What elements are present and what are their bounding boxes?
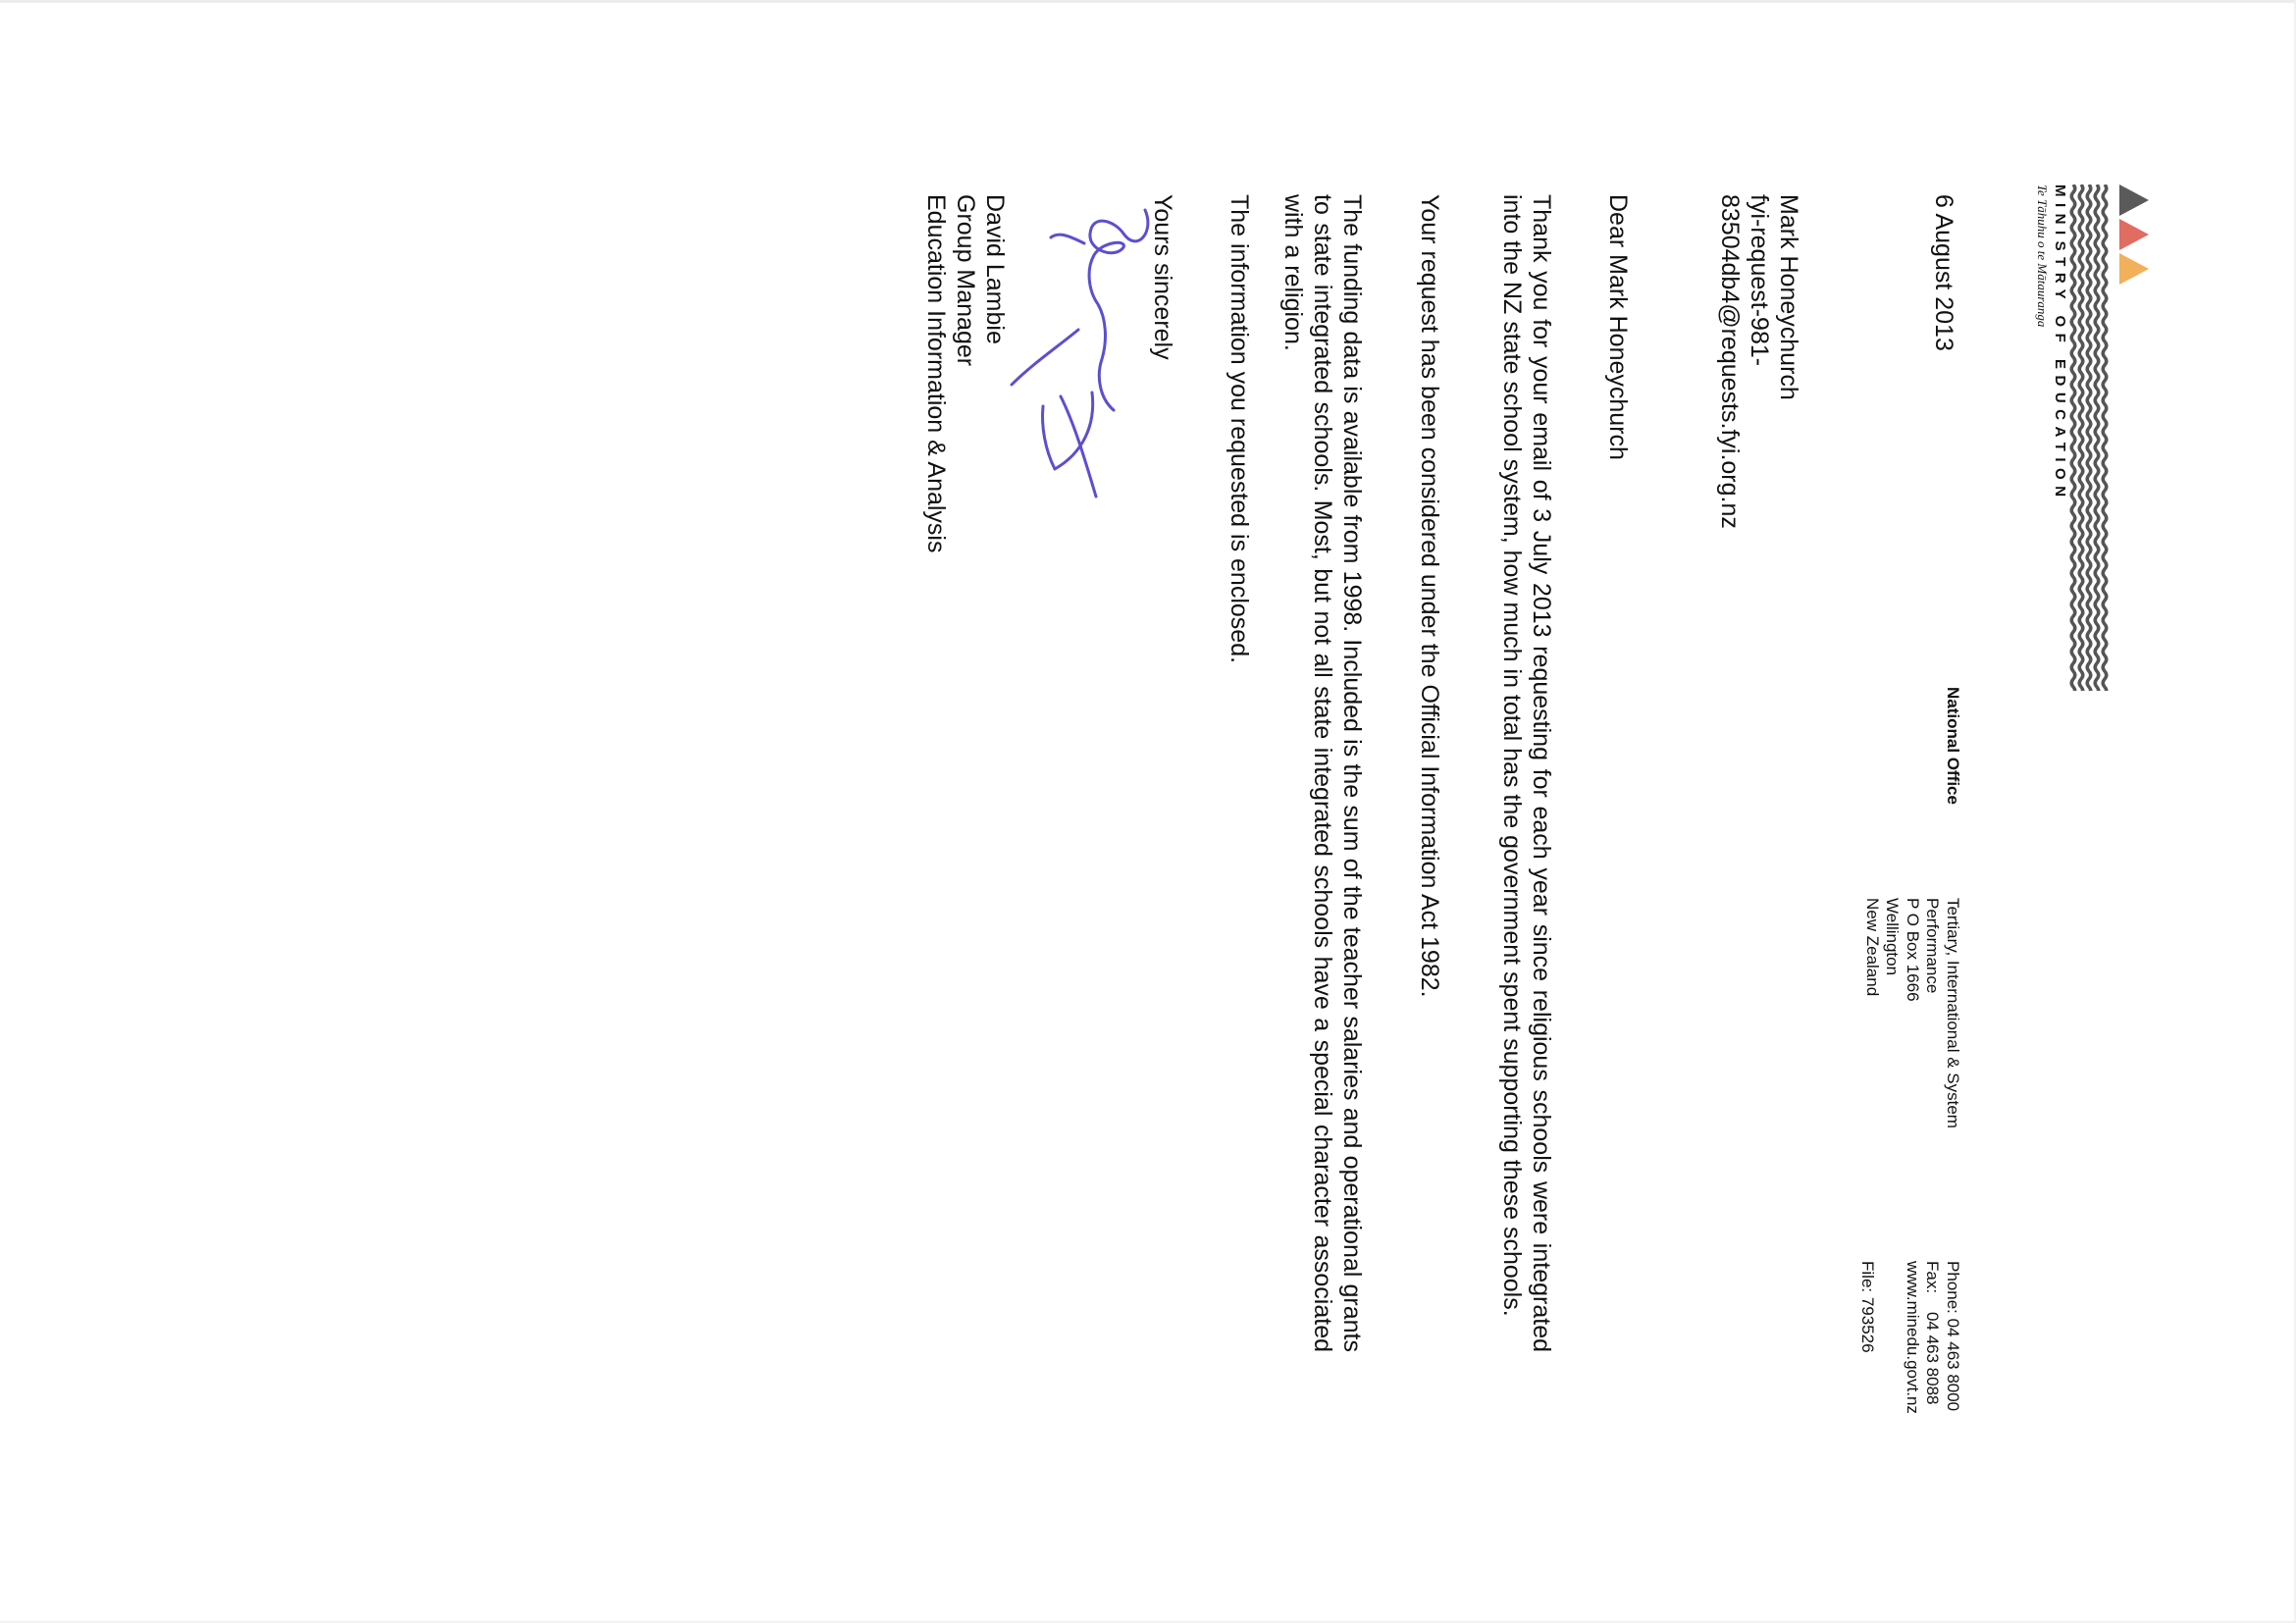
body-paragraph: The funding data is available from 1998. Included is the sum of the teacher salaries and operational grants to state integrated schools. Most, but not all state integrated schools have a special character associated with a religion. — [1279, 194, 1366, 1352]
ministry-logo-subtitle: Te Tāhuhu o te Mātauranga — [2035, 184, 2050, 328]
signature-stroke — [1012, 330, 1078, 385]
phone-number: Phone: 04 463 8000 — [1944, 1261, 1962, 1412]
logo-triangle-orange — [2119, 253, 2149, 285]
recipient-block — [1715, 194, 1803, 529]
recipient-email: 83504db4@requests.fyi.org.nz — [1716, 194, 1744, 529]
address-line: P O Box 1666 — [1904, 898, 1922, 1002]
address-line: New Zealand — [1863, 898, 1882, 997]
file-reference: File: 793526 — [1858, 1261, 1877, 1353]
body-paragraph: Your request has been considered under the Official Information Act 1982. — [1416, 194, 1443, 998]
logo-triangle-grey — [2119, 184, 2149, 216]
signatory-title: Group Manager — [952, 194, 979, 367]
signature-stroke — [1089, 210, 1148, 410]
letter-date: 6 August 2013 — [1930, 194, 1957, 351]
office-label: National Office — [1944, 687, 1962, 805]
address-line: Tertiary, International & System — [1944, 898, 1962, 1128]
ministry-logo-triangles — [2117, 184, 2151, 285]
ministry-logo-title: MINISTRY OF EDUCATION — [2052, 184, 2068, 503]
signature-stroke — [1051, 235, 1084, 243]
ministry-logo-wave — [2068, 184, 2110, 691]
address-line: Wellington — [1883, 898, 1903, 976]
body-paragraph: The information you requested is enclosed. — [1226, 194, 1253, 664]
signatory-block — [921, 194, 1010, 552]
recipient-email: fyi-request-981- — [1746, 194, 1773, 367]
recipient-name: Mark Honeychurch — [1775, 194, 1802, 400]
handwritten-signature — [996, 192, 1153, 546]
address-line: Performance — [1923, 898, 1943, 994]
closing: Yours sincerely — [1149, 194, 1176, 360]
salutation: Dear Mark Honeychurch — [1604, 194, 1632, 460]
logo-triangle-red — [2119, 219, 2149, 250]
website-link[interactable]: www.minedu.govt.nz — [1904, 1261, 1922, 1414]
fax-number: Fax: 04 463 8088 — [1923, 1261, 1943, 1405]
body-paragraph: Thank you for your email of 3 July 2013 requesting for each year since religious schools were integrated into the NZ state school system, how much in total has the government spent supporting these schools. — [1498, 194, 1555, 1352]
signatory-department: Education Information & Analysis — [922, 194, 950, 553]
office-contact — [1903, 1261, 1963, 1414]
signatory-name: David Lambie — [981, 194, 1009, 344]
office-address — [1862, 898, 1963, 1128]
